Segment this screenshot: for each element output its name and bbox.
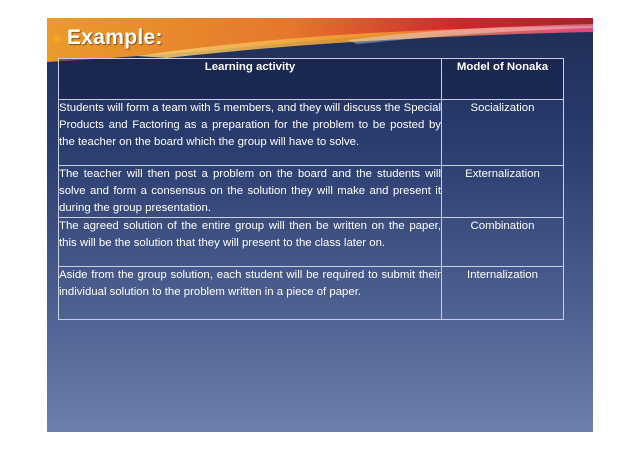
activity-cell: The agreed solution of the entire group will then be written on the paper, this will be the solution that they will present to the class later on. [59,218,442,267]
table-header-row [59,59,564,100]
model-cell: Socialization [442,100,564,166]
table-row [59,267,564,320]
model-cell: Externalization [442,166,564,218]
model-cell: Combination [442,218,564,267]
activity-cell: Aside from the group solution, each student will be required to submit their individual solution to the problem written in a piece of paper. [59,267,442,320]
slide-title: Example: [67,26,163,49]
table-row [59,100,564,166]
model-cell: Internalization [442,267,564,320]
activity-cell: The teacher will then post a problem on the board and the students will solve and form a consensus on the solution they will make and present it during the group presentation. [59,166,442,218]
table-row [59,218,564,267]
header-model-of-nonaka: Model of Nonaka [442,59,564,100]
title-row [53,24,163,52]
table-row [59,166,564,218]
activity-cell: Students will form a team with 5 members, and they will discuss the Special Products and Factoring as a preparation for the problem to be posted by the teacher on the board which the group will have to solve. [59,100,442,166]
slide [47,18,593,432]
bullet-icon [53,35,61,43]
header-learning-activity: Learning activity [59,59,442,100]
nonaka-table [58,58,564,320]
